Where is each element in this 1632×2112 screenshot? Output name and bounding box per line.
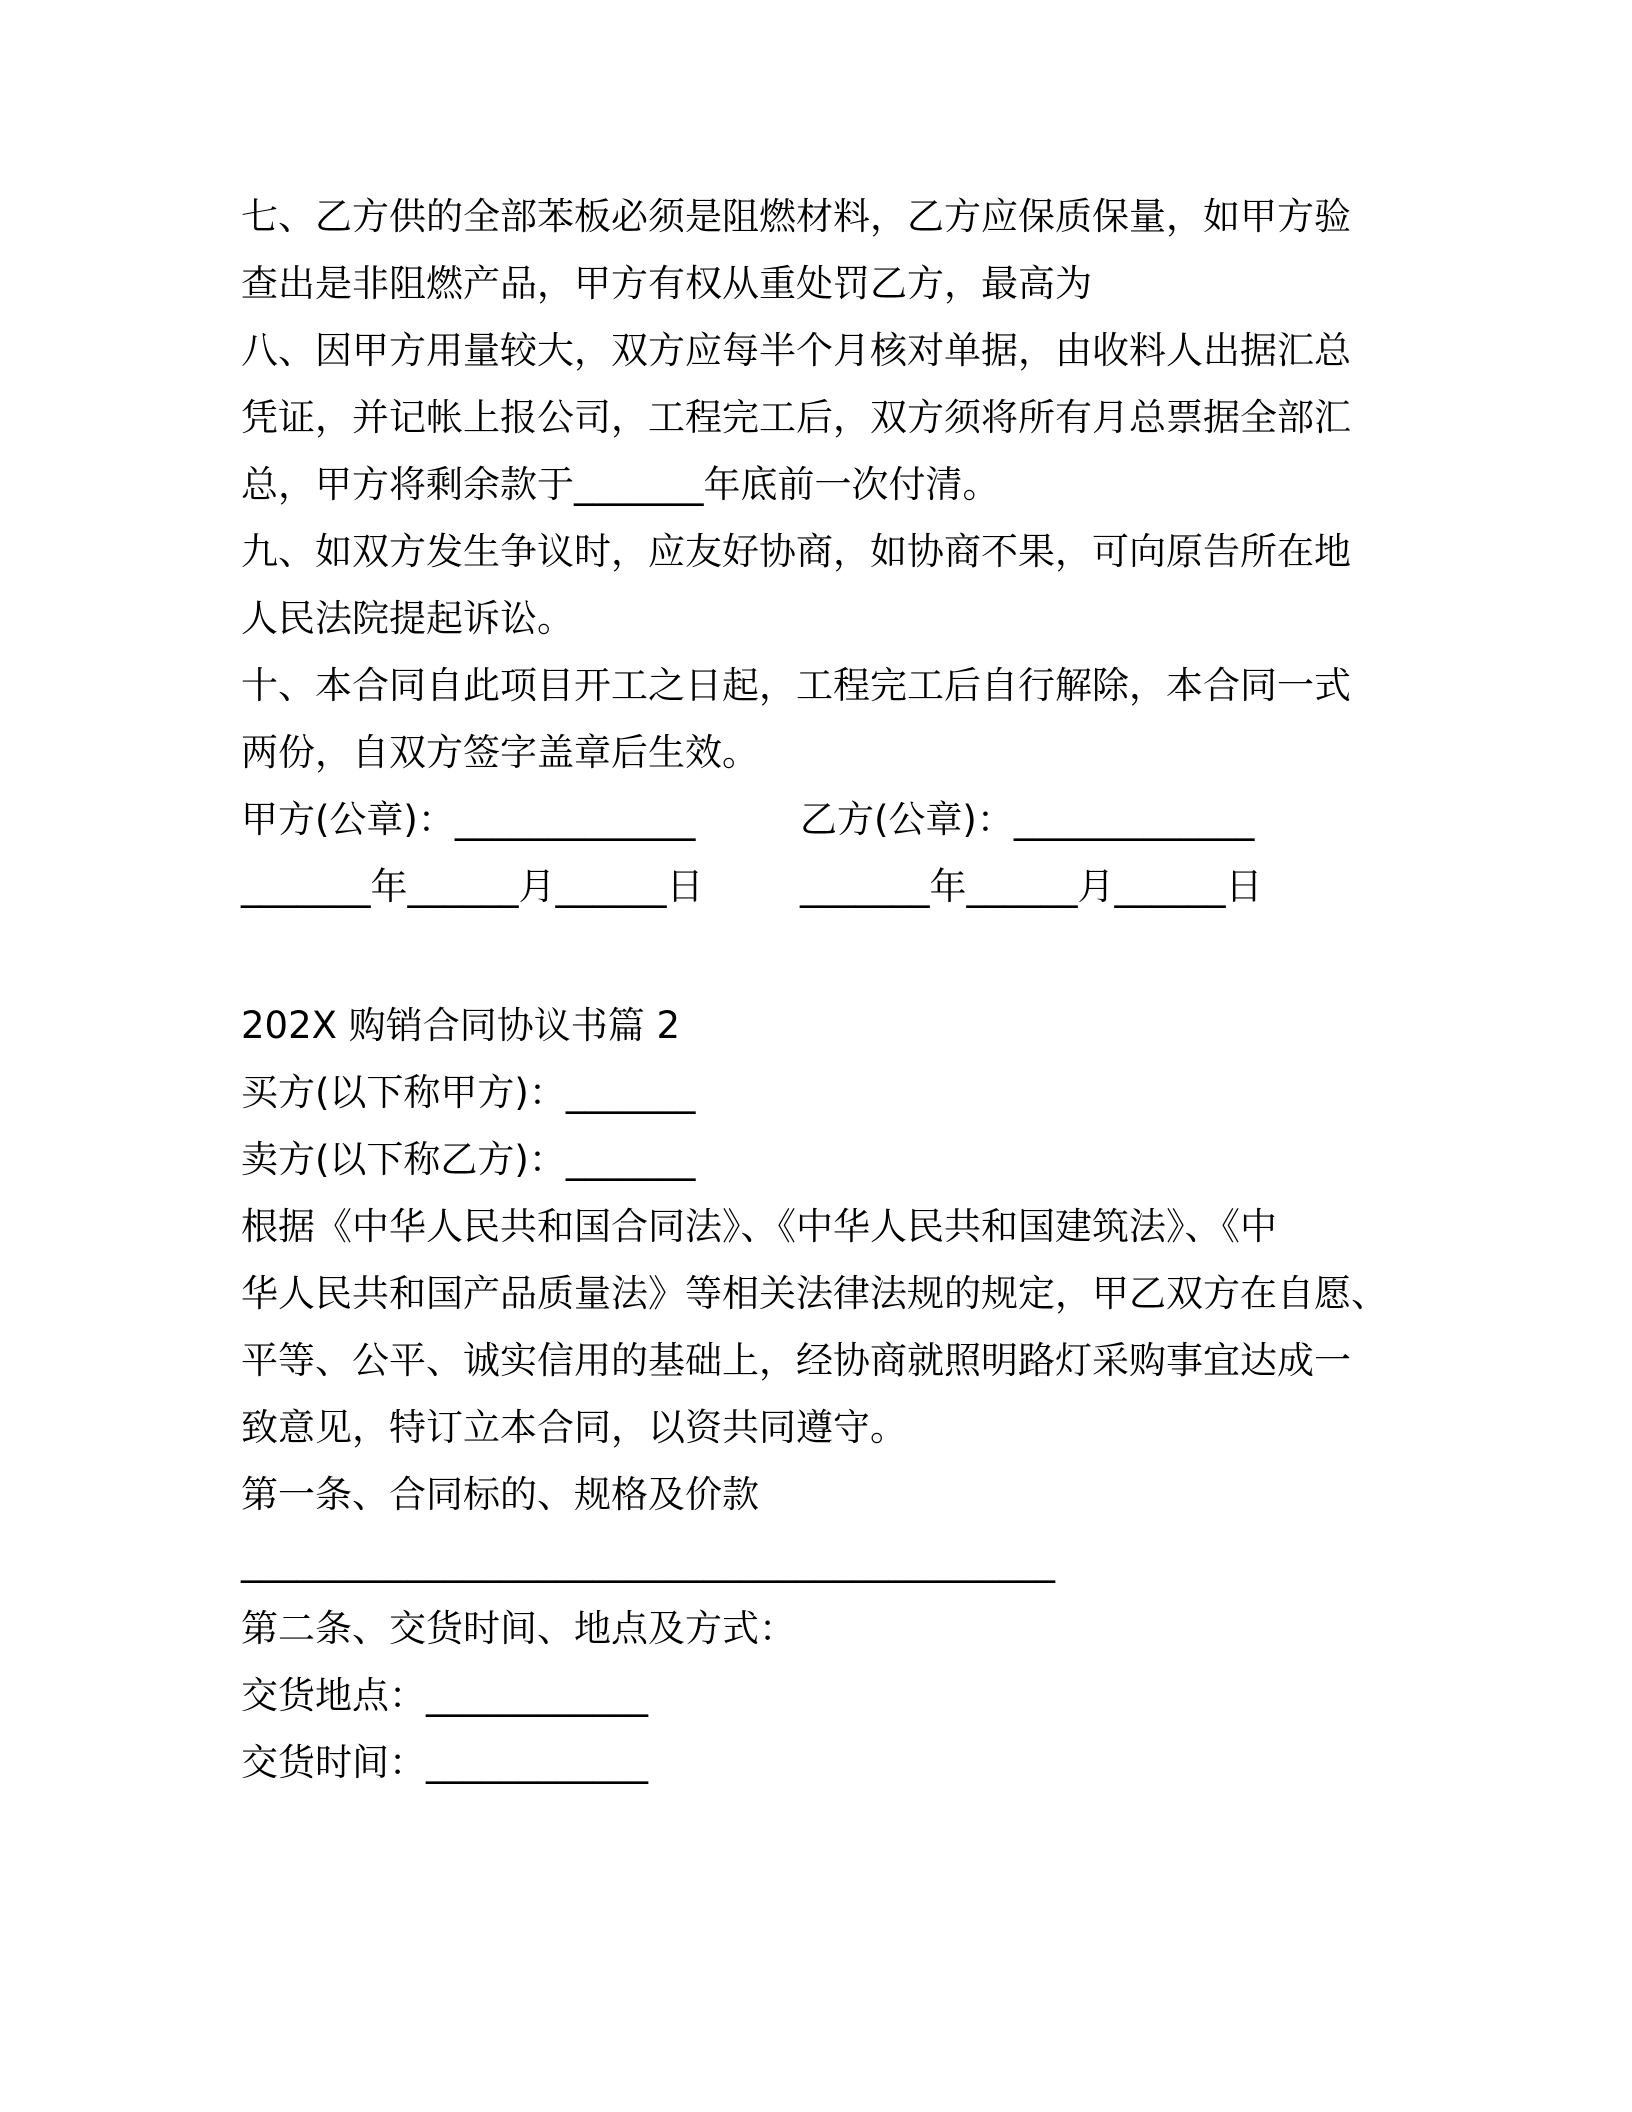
section-10-line-1: 十、本合同自此项目开工之日起，工程完工后自行解除，本合同一式 [241,664,1351,707]
section-8-line-2: 凭证，并记帐上报公司，工程完工后，双方须将所有月总票据全部汇 [241,396,1351,439]
section-9-line-2: 人民法院提起诉讼。 [241,597,574,640]
party-a-date: _______年______月______日 [241,865,704,908]
preamble-line-4: 致意见，特订立本合同，以资共同遵守。 [241,1406,907,1449]
article-2-title: 第二条、交货时间、地点及方式： [241,1607,796,1650]
preamble-line-1: 根据《中华人民共和国合同法》、《中华人民共和国建筑法》、《中 [241,1205,1277,1248]
preamble-line-2: 华人民共和国产品质量法》等相关法律法规的规定，甲乙双方在自愿、 [241,1272,1388,1315]
party-b-date: _______年______月______日 [800,865,1263,908]
section-7-line-1: 七、乙方供的全部苯板必须是阻燃材料，乙方应保质保量，如甲方验 [241,195,1351,238]
section-9-line-1: 九、如双方发生争议时，应友好协商，如协商不果，可向原告所在地 [241,530,1351,573]
buyer-line: 买方(以下称甲方)：_______ [241,1071,696,1114]
article-1-blank: ____________________________________________ [241,1540,1055,1583]
section-8-line-1: 八、因甲方用量较大，双方应每半个月核对单据，由收料人出据汇总 [241,329,1351,372]
article-1-title: 第一条、合同标的、规格及价款 [241,1473,759,1516]
delivery-place: 交货地点：____________ [241,1674,648,1717]
party-a-seal: 甲方(公章)：_____________ [241,798,696,841]
section-8-line-3: 总，甲方将剩余款于_______年底前一次付清。 [241,463,1000,506]
party-b-seal: 乙方(公章)：_____________ [800,798,1255,841]
delivery-time: 交货时间：____________ [241,1741,648,1784]
preamble-line-3: 平等、公平、诚实信用的基础上，经协商就照明路灯采购事宜达成一 [241,1339,1351,1382]
section-7-line-2: 查出是非阻燃产品，甲方有权从重处罚乙方，最高为 [241,262,1092,305]
seller-line: 卖方(以下称乙方)：_______ [241,1138,696,1181]
section-10-line-2: 两份，自双方签字盖章后生效。 [241,731,759,774]
contract-2-title: 202X 购销合同协议书篇 2 [241,1004,681,1047]
